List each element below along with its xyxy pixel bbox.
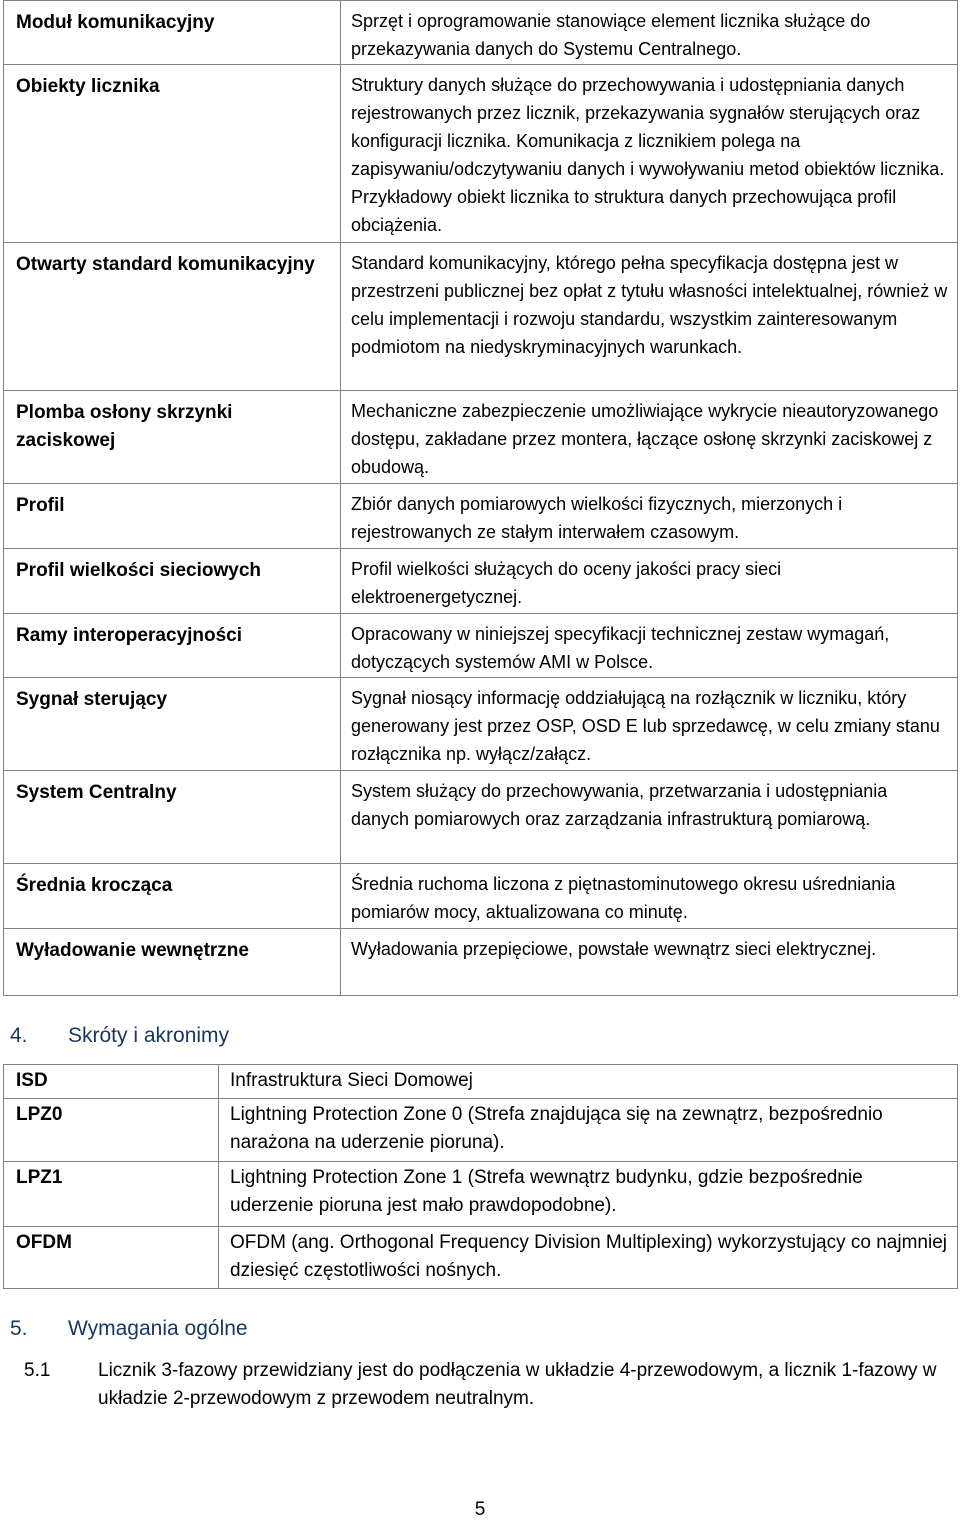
table-row [4,65,958,243]
table-row [4,549,958,614]
definition-text: Profil wielkości służących do oceny jakości pracy sieci elektroenergetycznej. [341,549,958,614]
definition-term: Profil [4,484,341,549]
definition-term: Wyładowanie wewnętrzne [4,929,341,996]
definition-text: System służący do przechowywania, przetwarzania i udostępniania danych pomiarowych oraz zarządzania infrastrukturą pomiarową. [341,771,958,864]
table-row [4,1,958,65]
table-row [4,1099,958,1162]
definition-term: System Centralny [4,771,341,864]
paragraph-number: 5.1 [24,1360,51,1381]
abbreviation-term: LPZ1 [4,1162,219,1227]
definition-text: Mechaniczne zabezpieczenie umożliwiające wykrycie nieautoryzowanego dostępu, zakładane przez montera, łączące osłonę skrzynki zaciskowej z obudową. [341,391,958,484]
abbreviation-definition: OFDM (ang. Orthogonal Frequency Division Multiplexing) wykorzystujący co najmniej dziesięć częstotliwości nośnych. [219,1227,958,1289]
abbreviation-term: LPZ0 [4,1099,219,1162]
definition-term: Obiekty licznika [4,65,341,243]
section-heading-abbreviations [10,1021,229,1051]
section-title: Wymagania ogólne [68,1317,248,1340]
abbreviation-term: ISD [4,1065,219,1099]
definition-term: Plomba osłony skrzynki zaciskowej [4,391,341,484]
definition-term: Średnia krocząca [4,864,341,929]
section-number: 5. [10,1317,28,1340]
table-row [4,678,958,771]
definition-term: Moduł komunikacyjny [4,1,341,65]
table-row [4,1227,958,1289]
abbreviation-term: OFDM [4,1227,219,1289]
table-row [4,391,958,484]
table-row [4,1162,958,1227]
definition-text: Sygnał niosący informację oddziałującą na rozłącznik w liczniku, który generowany jest przez OSP, OSD E lub sprzedawcę, w celu zmiany stanu rozłącznika np. wyłącz/załącz. [341,678,958,771]
table-row [4,614,958,678]
definitions-table [3,0,958,996]
abbreviation-definition: Infrastruktura Sieci Domowej [219,1065,958,1099]
abbreviation-definition: Lightning Protection Zone 0 (Strefa znajdująca się na zewnątrz, bezpośrednio narażona na uderzenie pioruna). [219,1099,958,1162]
section-title: Skróty i akronimy [68,1024,230,1047]
table-row [4,1065,958,1099]
paragraph-text: Licznik 3-fazowy przewidziany jest do podłączenia w układzie 4-przewodowym, a licznik 1-fazowy w układzie 2-przewodowym z przewodem neutralnym. [98,1360,937,1409]
section-number: 4. [10,1024,28,1047]
definition-text: Struktury danych służące do przechowywania i udostępniania danych rejestrowanych przez licznik, przekazywania sygnałów sterujących oraz konfiguracji licznika. Komunikacja z licznikiem polega na zapisywaniu/odczytywaniu danych i wywoływaniu metod obiektów licznika. Przykładowy obiekt licznika to struktura danych przechowująca profil obciążenia. [341,65,958,243]
definition-term: Otwarty standard komunikacyjny [4,243,341,391]
definition-text: Wyładowania przepięciowe, powstałe wewnątrz sieci elektrycznej. [341,929,958,996]
table-row [4,771,958,864]
abbreviation-definition: Lightning Protection Zone 1 (Strefa wewnątrz budynku, gdzie bezpośrednie uderzenie pioruna jest mało prawdopodobne). [219,1162,958,1227]
abbreviations-table [3,1064,958,1289]
page-number: 5 [474,1499,486,1520]
table-row [4,243,958,391]
table-row [4,929,958,996]
definition-text: Zbiór danych pomiarowych wielkości fizycznych, mierzonych i rejestrowanych ze stałym interwałem czasowym. [341,484,958,549]
definition-text: Standard komunikacyjny, którego pełna specyfikacja dostępna jest w przestrzeni publicznej bez opłat z tytułu własności intelektualnej, również w celu implementacji i rozwoju standardu, wszystkim zainteresowanym podmiotom na niedyskryminacyjnych warunkach. [341,243,958,391]
table-row [4,484,958,549]
numbered-paragraph [24,1357,944,1413]
section-heading-general-requirements [10,1314,248,1344]
table-row [4,864,958,929]
definition-term: Ramy interoperacyjności [4,614,341,678]
definition-term: Profil wielkości sieciowych [4,549,341,614]
definition-text: Sprzęt i oprogramowanie stanowiące element licznika służące do przekazywania danych do Systemu Centralnego. [341,1,958,65]
definition-text: Średnia ruchoma liczona z piętnastominutowego okresu uśredniania pomiarów mocy, aktualizowana co minutę. [341,864,958,929]
definition-text: Opracowany w niniejszej specyfikacji technicznej zestaw wymagań, dotyczących systemów AMI w Polsce. [341,614,958,678]
definition-term: Sygnał sterujący [4,678,341,771]
